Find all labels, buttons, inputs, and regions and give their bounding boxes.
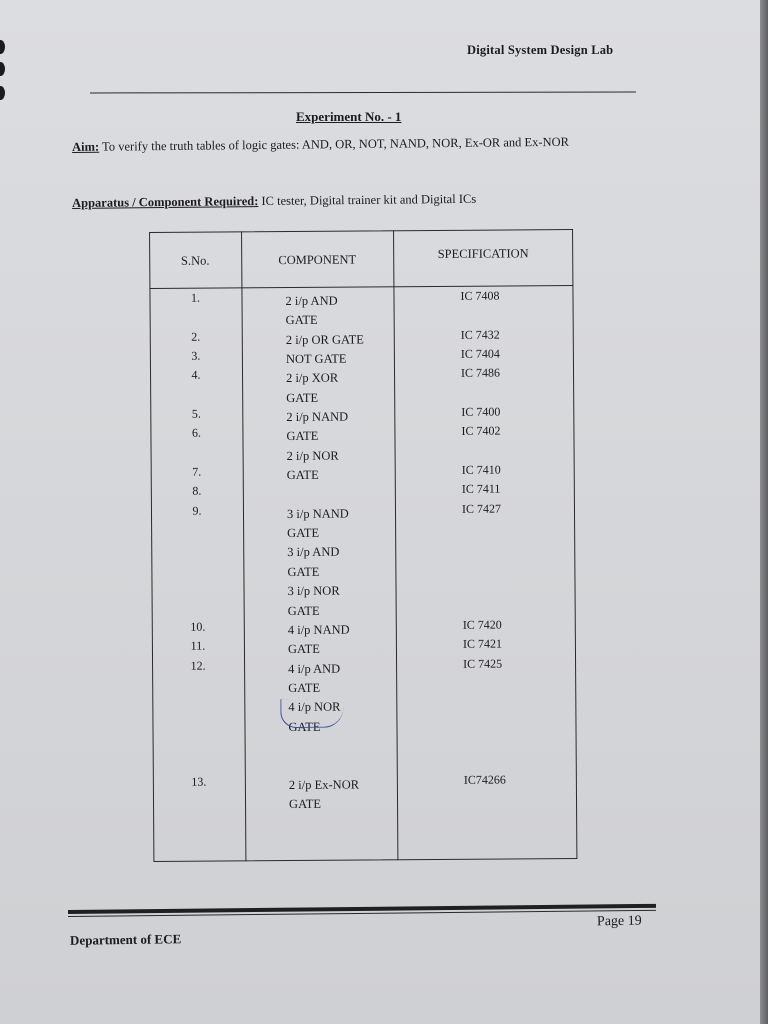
sno-cell — [153, 733, 245, 753]
sno-cell — [151, 540, 243, 560]
sno-cell — [152, 695, 244, 715]
sno-cell — [150, 308, 242, 328]
sno-cell: 9. — [192, 503, 202, 518]
specification-cell: IC 7410 — [461, 462, 501, 477]
component-cell: 2 i/p Ex-NOR — [288, 777, 360, 792]
sno-cell: 10. — [190, 619, 206, 634]
component-cell: 2 i/p NOR — [286, 448, 339, 463]
component-cell — [289, 755, 409, 775]
component-cell: NOT GATE — [285, 351, 347, 367]
sno-cell: 13. — [191, 774, 207, 789]
specification-cell — [462, 557, 562, 577]
punch-hole — [0, 62, 5, 76]
component-cell: GATE — [286, 390, 319, 405]
sno-cell — [152, 598, 244, 618]
component-cell: GATE — [285, 313, 318, 328]
specification-cell — [462, 538, 562, 558]
component-cell — [287, 485, 407, 505]
apparatus-label: Apparatus / Component Required: — [72, 194, 259, 210]
sno-cell — [151, 520, 243, 540]
sno-cell: 7. — [192, 464, 202, 479]
punch-hole — [0, 40, 5, 54]
header-sno: S.No. — [180, 253, 210, 268]
component-cell: GATE — [287, 525, 320, 541]
component-column — [285, 291, 409, 814]
specification-cell — [463, 673, 563, 693]
header-rule — [90, 92, 636, 94]
sno-cell: 2. — [191, 329, 201, 344]
component-cell: 2 i/p NAND — [286, 409, 349, 425]
component-cell: 3 i/p NOR — [287, 583, 340, 599]
department-name: Department of ECE — [69, 931, 182, 948]
header-component: COMPONENT — [278, 252, 357, 268]
aim-text: To verify the truth tables of logic gates: AND, OR, NOT, NAND, NOR, Ex-OR and Ex-NOR — [99, 134, 569, 154]
component-cell: 3 i/p AND — [287, 545, 340, 560]
component-cell: 2 i/p XOR — [286, 371, 339, 386]
sno-cell: 1. — [190, 290, 201, 305]
component-cell: GATE — [287, 564, 320, 579]
component-cell: 2 i/p AND — [285, 293, 338, 309]
component-cell: 4 i/p NAND — [287, 622, 350, 637]
sno-cell: 4. — [191, 368, 201, 383]
specification-cell — [464, 731, 564, 751]
specification-cell: IC 7427 — [461, 501, 502, 516]
specification-cell: IC 7486 — [460, 365, 501, 381]
specification-cell: IC74266 — [463, 772, 506, 787]
specification-cell: IC 7402 — [461, 423, 501, 439]
lab-name: Digital System Design Lab — [467, 43, 614, 57]
specification-cell — [464, 750, 564, 770]
component-cell: 2 i/p OR GATE — [285, 332, 364, 347]
specification-cell: IC 7408 — [460, 288, 500, 303]
sno-cell — [152, 675, 244, 695]
paper-edge — [760, 0, 768, 1024]
apparatus-paragraph — [72, 190, 632, 211]
sno-cell: 11. — [190, 638, 206, 653]
sno-cell: 3. — [191, 348, 201, 363]
component-cell: GATE — [288, 680, 321, 695]
component-cell — [289, 736, 409, 756]
sno-cell: 8. — [192, 484, 202, 499]
specification-cell — [463, 712, 563, 732]
component-cell: 3 i/p NAND — [286, 506, 349, 521]
specification-cell — [463, 692, 563, 712]
component-cell: GATE — [286, 429, 319, 444]
component-cell: GATE — [286, 467, 319, 483]
aim-paragraph — [72, 132, 642, 157]
component-cell: 4 i/p AND — [288, 661, 341, 676]
specification-cell: IC 7411 — [461, 481, 501, 497]
pen-mark — [280, 699, 343, 728]
sno-cell: 5. — [191, 406, 201, 421]
component-cell: GATE — [288, 796, 322, 811]
specification-cell — [461, 305, 561, 325]
sno-cell — [151, 579, 243, 599]
specification-cell: IC 7432 — [460, 327, 500, 342]
apparatus-text: IC tester, Digital trainer kit and Digital ICs — [258, 191, 477, 209]
page-number: Page 19 — [596, 913, 642, 930]
specification-cell — [463, 596, 563, 616]
sno-cell — [152, 714, 244, 734]
specification-cell — [462, 576, 562, 596]
component-cell: GATE — [287, 603, 320, 618]
header-specification: SPECIFICATION — [437, 246, 529, 261]
specification-cell: IC 7421 — [462, 636, 502, 652]
specification-cell — [462, 441, 562, 461]
sno-cell: 12. — [190, 658, 206, 673]
punch-hole — [0, 86, 5, 100]
sno-cell — [151, 443, 243, 463]
specification-cell — [462, 518, 562, 538]
component-cell: GATE — [288, 719, 321, 734]
sno-cell: 6. — [191, 426, 201, 441]
specification-cell — [461, 383, 561, 403]
components-table — [149, 224, 578, 863]
experiment-title: Experiment No. - 1 — [296, 109, 402, 124]
component-cell: GATE — [287, 642, 320, 657]
specification-cell: IC 7420 — [462, 617, 502, 632]
sno-cell — [151, 559, 243, 579]
specification-column — [460, 286, 564, 790]
sno-cell — [150, 385, 242, 405]
specification-cell: IC 7425 — [463, 656, 503, 671]
specification-cell: IC 7400 — [461, 404, 501, 419]
sno-cell — [153, 753, 245, 773]
sno-column — [149, 288, 245, 792]
specification-cell: IC 7404 — [460, 346, 500, 361]
aim-label: Aim: — [72, 139, 100, 154]
component-cell: 4 i/p NOR — [288, 699, 341, 715]
